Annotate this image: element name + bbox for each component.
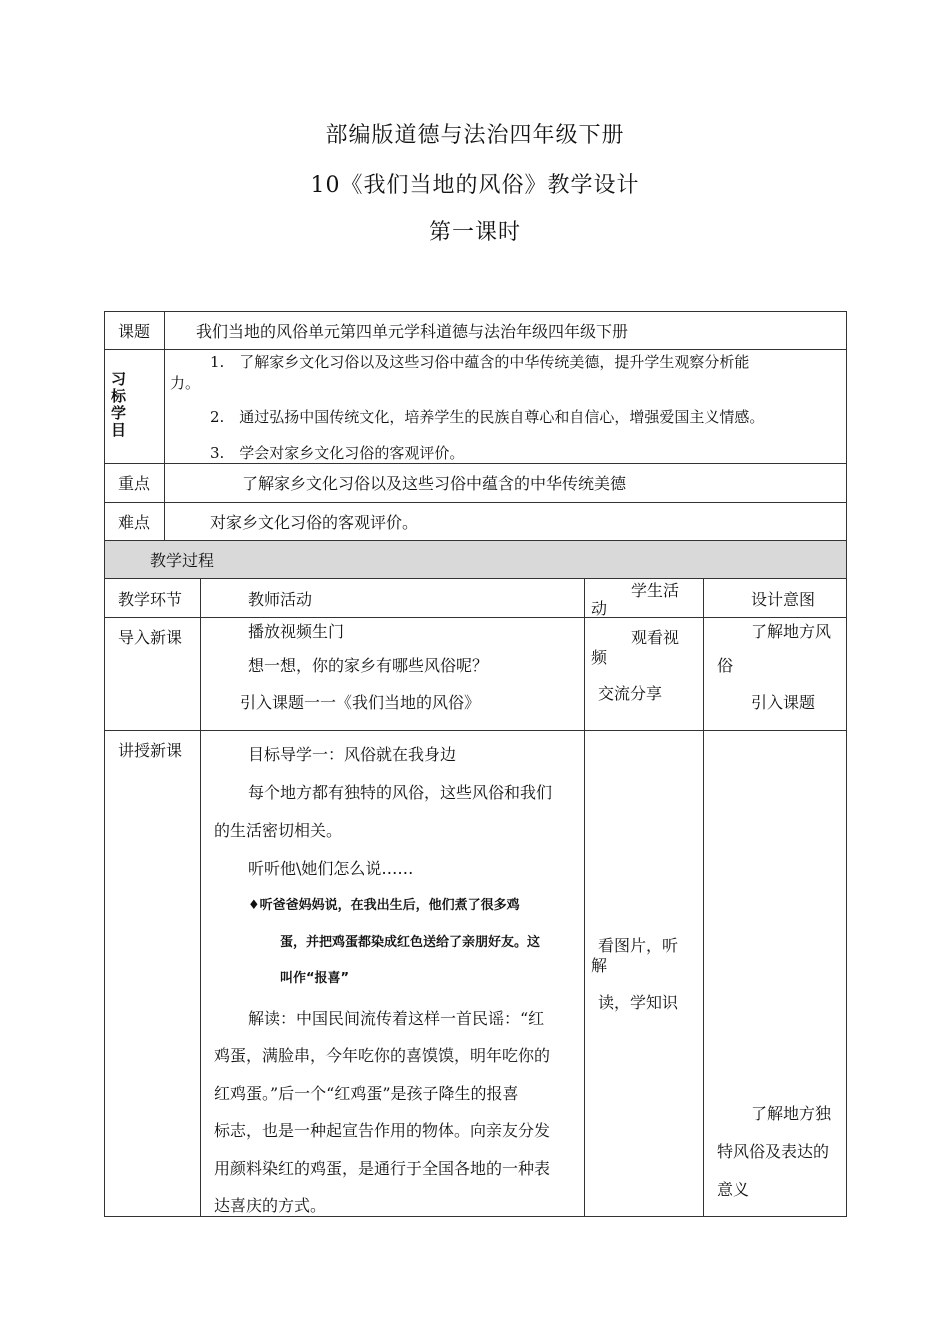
explain-line-5: 用颜料染红的鸡蛋，是通行于全国各地的一种表 xyxy=(214,1159,551,1178)
row2-intent-1: 了解地方独 xyxy=(751,1104,832,1123)
goal-1: 1. 了解家乡文化习俗以及这些习俗中蕴含的中华传统美德，提升学生观察分析能 xyxy=(210,353,750,371)
header-teacher: 教师活动 xyxy=(248,590,313,609)
row2-student-1: 看图片，听 xyxy=(598,936,679,955)
lesson-plan-table xyxy=(104,311,847,1217)
row2-student-2: 解 xyxy=(591,956,608,975)
row2-intent-3: 意义 xyxy=(717,1180,750,1199)
goals-label: 习标学目 xyxy=(111,370,127,439)
lesson-title: 10《我们当地的风俗》教学设计 xyxy=(310,173,640,198)
difficulty-value: 对家乡文化习俗的客观评价。 xyxy=(210,513,419,532)
quote-line-2: 蛋，并把鸡蛋都染成红色送给了亲朋好友。这 xyxy=(280,935,541,950)
goal-1-cont: 力。 xyxy=(170,374,201,392)
quote-line-3: 叫作“报喜” xyxy=(280,971,350,986)
row1-intent-3: 引入课题 xyxy=(751,693,816,712)
explain-line-2: 鸡蛋，满脸串，今年吃你的喜馍馍，明年吃你的 xyxy=(214,1046,551,1065)
row1-teacher-2: 想一想，你的家乡有哪些风俗呢？ xyxy=(248,656,489,675)
header-student-2: 动 xyxy=(591,599,608,618)
key-label: 重点 xyxy=(118,474,151,493)
quote-line-1: ♦听爸爸妈妈说，在我出生后，他们煮了很多鸡 xyxy=(248,898,520,913)
row1-student-3: 交流分享 xyxy=(598,684,663,703)
row1-teacher-3: 引入课题一一《我们当地的风俗》 xyxy=(240,693,481,712)
header-student-1: 学生活 xyxy=(631,581,680,600)
row2-teacher-3: 的生活密切相关。 xyxy=(214,821,343,840)
topic-label: 课题 xyxy=(118,322,151,341)
row2-stage: 讲授新课 xyxy=(118,741,183,760)
row1-student-2: 频 xyxy=(591,648,608,667)
process-label: 教学过程 xyxy=(150,551,215,570)
explain-line-4: 标志，也是一种起宣告作用的物体。向亲友分发 xyxy=(214,1121,551,1140)
row2-intent-2: 特风俗及表达的 xyxy=(717,1142,830,1161)
row2-teacher-2: 每个地方都有独特的风俗，这些风俗和我们 xyxy=(248,783,553,802)
row1-intent-1: 了解地方风 xyxy=(751,622,832,641)
row1-teacher-1: 播放视频生门 xyxy=(248,622,345,641)
row1-intent-2: 俗 xyxy=(717,656,734,675)
row2-student-3: 读，学知识 xyxy=(598,993,679,1012)
header-stage: 教学环节 xyxy=(118,590,183,609)
key-value: 了解家乡文化习俗以及这些习俗中蕴含的中华传统美德 xyxy=(242,474,627,493)
row1-stage: 导入新课 xyxy=(118,628,183,647)
topic-value: 我们当地的风俗单元第四单元学科道德与法治年级四年级下册 xyxy=(196,322,629,341)
explain-line-1: 解读：中国民间流传着这样一首民谣：“红 xyxy=(248,1009,545,1028)
difficulty-label: 难点 xyxy=(118,513,151,532)
explain-line-3: 红鸡蛋。”后一个“红鸡蛋”是孩子降生的报喜 xyxy=(214,1084,519,1103)
row1-student-1: 观看视 xyxy=(631,628,680,647)
row2-teacher-4: 听听他\她们怎么说…… xyxy=(248,859,414,878)
header-intent: 设计意图 xyxy=(751,590,816,609)
goal-2: 2. 通过弘扬中国传统文化，培养学生的民族自尊心和自信心，增强爱国主义情感。 xyxy=(210,408,765,426)
explain-line-6: 达喜庆的方式。 xyxy=(214,1196,327,1215)
goal-guide-1: 目标导学一：风俗就在我身边 xyxy=(248,745,457,764)
process-section-bg xyxy=(104,540,847,578)
lesson-period: 第一课时 xyxy=(428,220,521,245)
document-title: 部编版道德与法治四年级下册 xyxy=(325,123,625,148)
goal-3: 3. 学会对家乡文化习俗的客观评价。 xyxy=(210,444,465,462)
